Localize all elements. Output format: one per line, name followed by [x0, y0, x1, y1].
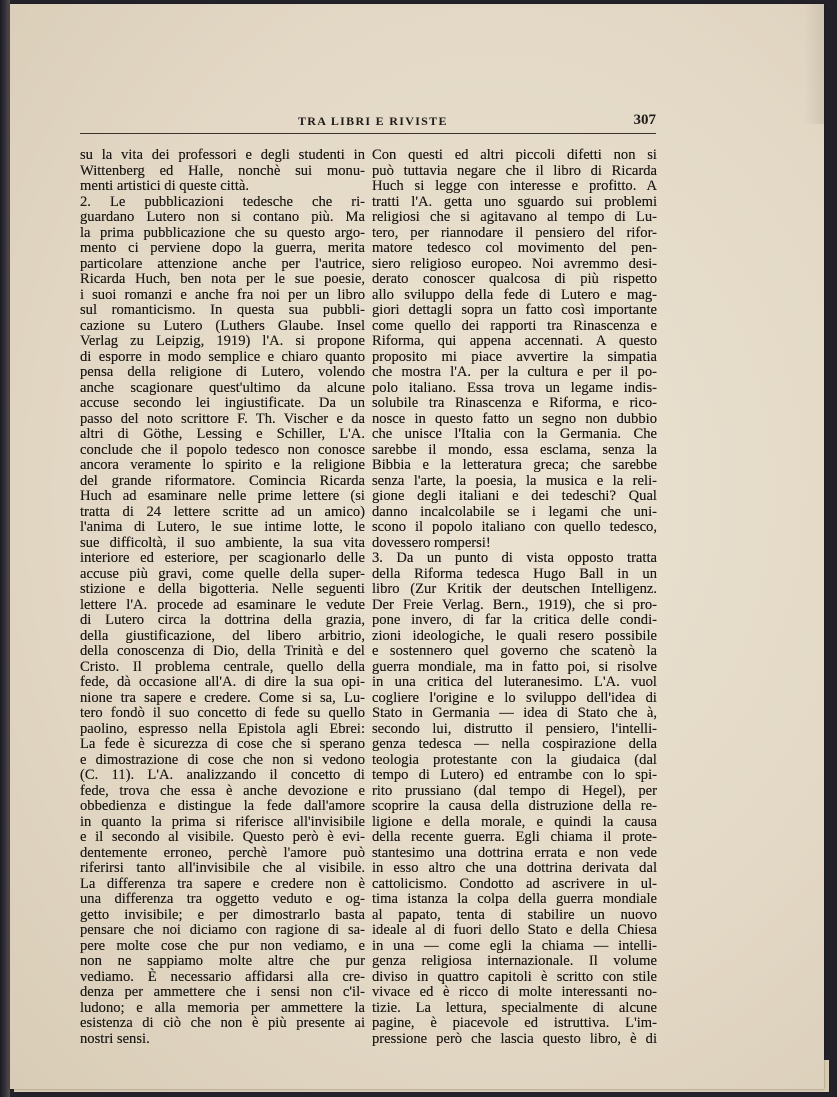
text-line: dovessero rompersi!: [372, 534, 491, 551]
text-line: pensa della religione di Lutero, volendo: [80, 364, 365, 380]
text-line: ludono; e alla memoria per ammettere la: [80, 999, 365, 1016]
text-line: la prima pubblicazione che su questo argo-: [80, 224, 365, 241]
text-line: al papato, tenta di stabilire un nuovo: [372, 906, 657, 923]
text-line: 3. Da un punto di vista opposto tratta: [372, 550, 657, 566]
text-line: Wittenberg ed Halle, nonchè sui monu-: [80, 162, 365, 179]
text-line: lettere l'A. procede ad esaminare le vedute: [80, 596, 365, 613]
text-line: scoprire la causa della distruzione della re-: [372, 798, 657, 814]
text-line: genza religiosa internazionale. Il volume: [372, 953, 657, 969]
text-line: pagine, è piacevole ed istruttiva. L'im-: [372, 1015, 657, 1031]
text-line: dentemente erroneo, perchè l'amore può: [80, 844, 365, 861]
text-line: tero fondò il suo concetto di fede su quello: [80, 705, 365, 721]
text-line: tratta di 24 lettere scritte ad un amico): [80, 503, 365, 520]
text-line: Ricarda Huch, ben nota per le sue poesie,: [80, 271, 365, 287]
text-line: che mostra l'A. per la cultura e per il po-: [372, 364, 657, 380]
text-line: getto invisibile; e per dimostrarlo basta: [80, 906, 365, 923]
text-line: in una critica del luteranesimo. L'A. vuol: [372, 674, 657, 690]
text-line: di Lutero circa la dottrina della grazia,: [80, 612, 365, 628]
text-line: in quanto la prima si riferisce all'invisibile: [80, 813, 365, 830]
text-line: obbedienza e distingue la fede dall'amore: [80, 798, 365, 814]
text-line: pressione però che lascia questo libro, è di: [372, 1030, 657, 1047]
text-line: libro (Zur Kritik der deutschen Intelligenz.: [372, 581, 657, 597]
text-line: conclude che il popolo tedesco non conosce: [80, 441, 365, 458]
text-line: paolino, espresso nella Epistola agli Ebrei:: [80, 720, 365, 737]
text-line: passo del noto scrittore F. Th. Vischer e da: [80, 410, 365, 427]
text-line: ideale al di fuori dello Stato e della Chiesa: [372, 922, 657, 938]
text-line: altri di Göthe, Lessing e Schiller, L'A.: [80, 426, 365, 442]
text-line: diviso in quattro capitoli è scritto con stile: [372, 968, 657, 985]
text-line: fede, dà occasione all'A. di dire la sua opi-: [80, 674, 365, 690]
text-line: cogliere l'origine e lo sviluppo dell'idea di: [372, 689, 657, 706]
text-line: zioni ideologiche, le quali resero possibile: [372, 627, 657, 644]
text-line: accuse più gravi, come quelle della super-: [80, 565, 365, 582]
text-line: del grande riformatore. Comincia Ricarda: [80, 472, 365, 489]
text-line: Huch ad esaminare nelle prime lettere (si: [80, 488, 365, 504]
text-line: Verlag zu Leipzig, 1919) l'A. si propone: [80, 333, 365, 349]
text-line: della conoscenza di Dio, della Trinità e del: [80, 643, 365, 659]
text-line: allo sviluppo della fede di Lutero e mag-: [372, 286, 657, 303]
text-line: senza l'arte, la poesia, la musica e la reli-: [372, 472, 657, 489]
page-number: 307: [633, 112, 656, 128]
text-line: Bibbia e la letteratura greca; che sarebbe: [372, 457, 657, 473]
text-line: proposito mi piace avvertire la simpatia: [372, 348, 657, 365]
text-line: teologia protestante con la giudaica (dal: [372, 751, 657, 768]
text-line: gione degli italiani e dei tedeschi? Qual: [372, 488, 657, 504]
text-line: siero religioso europeo. Noi avremmo desi-: [372, 255, 657, 272]
text-line: i suoi romanzi e anche fra noi per un libro: [80, 286, 365, 303]
text-line: mento ci perviene dopo la guerra, merita: [80, 240, 365, 256]
text-line: La fede è sicurezza di cose che si sperano: [80, 736, 365, 752]
text-line: riferirsi tanto all'invisibile che al visibile.: [80, 860, 365, 876]
text-line: nione tra sapere e credere. Come si sa, Lu-: [80, 689, 365, 706]
text-line: nosce in questo fatto un segno non dubbio: [372, 410, 657, 427]
text-line: solubile tra Rinascenza e Riforma, e rico-: [372, 395, 657, 411]
text-line: scono il popolo italiano con quello tedesco,: [372, 519, 657, 535]
text-line: pere molte cose che pur non vediamo, e: [80, 937, 365, 954]
text-line: fede, trova che essa è anche devozione e: [80, 782, 365, 799]
text-line: in esso altro che una dottrina derivata dal: [372, 860, 657, 876]
text-line: ligione e della morale, e quindi la causa: [372, 813, 657, 830]
text-line: della giustificazione, del libero arbitrio,: [80, 627, 365, 644]
page-shadow: [804, 4, 824, 124]
text-line: denza per ammettere che i sensi non c'il-: [80, 984, 365, 1000]
text-line: danno incalcolabile se i legami che uni-: [372, 503, 657, 520]
text-line: di esporre in modo semplice e chiaro quanto: [80, 348, 365, 365]
text-line: La differenza tra sapere e credere non è: [80, 875, 365, 892]
text-line: come quello dei rapporti tra Rinascenza e: [372, 317, 657, 334]
text-line: secondo lui, distrutto il pensiero, l'intelli-: [372, 720, 657, 737]
text-line: matore tedesco col movimento del pen-: [372, 240, 657, 256]
text-line: anche scagionare quest'ultimo da alcune: [80, 379, 365, 396]
text-line: tempo di Lutero) ed entrambe con lo spi-: [372, 767, 657, 783]
text-line: Cristo. Il problema centrale, quello della: [80, 658, 365, 675]
text-line: Riforma, qui appena accennati. A questo: [372, 333, 657, 349]
text-line: rito prussiano (dal tempo di Hegel), per: [372, 782, 657, 799]
text-line: e dimostrazione di cose che non si vedono: [80, 751, 365, 768]
text-line: ancora veramente lo spirito e la religione: [80, 457, 365, 473]
text-line: interiore ed esteriore, per scagionarlo delle: [80, 550, 365, 566]
text-line: tero, per riannodare il pensiero del rifor-: [372, 224, 657, 241]
text-line: sul romanticismo. In questa sua pubbli-: [80, 302, 365, 318]
text-line: guerra mondiale, ma in fatto poi, si risolve: [372, 658, 657, 675]
text-line: cattolicismo. Condotto ad ascrivere in ul-: [372, 875, 657, 892]
text-line: sarebbe il mondo, essa esclama, senza la: [372, 441, 657, 458]
text-line: accuse secondo lei ingiustificate. Da un: [80, 395, 365, 411]
text-line: in una — come egli la chiama — intelli-: [372, 937, 657, 954]
text-line: stantesimo una dottrina errata e non vede: [372, 844, 657, 861]
text-line: (C. 11). L'A. analizzando il concetto di: [80, 767, 365, 783]
text-line: esistenza di ciò che non è più presente ai: [80, 1015, 365, 1031]
running-header: [70, 112, 660, 134]
text-line: non ne sappiamo molte altre che pur: [80, 953, 365, 969]
text-line: vivace ed è ricco di molte interessanti no-: [372, 984, 657, 1000]
text-line: menti artistici di queste città.: [80, 178, 249, 194]
text-line: Stato in Germania — idea di Stato che à,: [372, 705, 657, 721]
book-spine: [0, 0, 10, 1097]
right-text-column: [372, 148, 657, 1047]
text-line: Der Freie Verlag. Bern., 1919), che si pro-: [372, 596, 657, 613]
text-line: può tuttavia negare che il libro di Ricarda: [372, 162, 657, 179]
text-line: e il secondo al visibile. Questo però è evi-: [80, 829, 365, 845]
text-line: della recente guerra. Egli chiama il prote-: [372, 829, 657, 845]
text-line: pone invero, di far la critica delle condi-: [372, 612, 657, 628]
text-line: derato conoscer qualcosa di più rispetto: [372, 271, 657, 287]
text-line: e sostennero quel governo che scatenò la: [372, 643, 657, 659]
text-line: stizione e della bigotteria. Nelle seguenti: [80, 581, 365, 597]
text-line: tima istanza la colpa della guerra mondiale: [372, 891, 657, 907]
text-line: tratti l'A. getta uno sguardo sui problemi: [372, 193, 657, 210]
left-text-column: [80, 148, 365, 1047]
running-title: TRA LIBRI E RIVISTE: [298, 114, 448, 128]
text-line: 2. Le pubblicazioni tedesche che ri-: [80, 193, 365, 210]
header-rule: [80, 133, 656, 134]
text-line: giori dettagli sopra un fatto così importante: [372, 302, 657, 318]
text-line: religiosi che si agitavano al tempo di Lu-: [372, 209, 657, 225]
text-line: sue difficoltà, il suo ambiente, la sua vita: [80, 534, 365, 551]
text-line: vediamo. È necessario affidarsi alla cre-: [80, 968, 365, 985]
text-line: che unisce l'Italia con la Germania. Che: [372, 426, 657, 442]
text-line: polo italiano. Essa trova un legame indis-: [372, 379, 657, 396]
text-line: della Riforma tedesca Hugo Ball in un: [372, 565, 657, 582]
text-line: nostri sensi.: [80, 1030, 150, 1047]
text-line: pensare che noi diciamo con ragione di sa-: [80, 922, 365, 938]
text-line: cazione su Lutero (Luthers Glaube. Insel: [80, 317, 365, 334]
text-line: particolare attenzione anche per l'autrice,: [80, 255, 365, 272]
text-line: l'anima di Lutero, le sue intime lotte, le: [80, 519, 365, 535]
text-line: guardano Lutero non si contano più. Ma: [80, 209, 365, 225]
text-line: Huch si legge con interesse e profitto. A: [372, 178, 657, 194]
text-line: una differenza tra oggetto veduto e og-: [80, 891, 365, 907]
text-line: tizie. La lettura, specialmente di alcune: [372, 999, 657, 1016]
text-line: su la vita dei professori e degli studenti in: [80, 147, 365, 163]
text-line: Con questi ed altri piccoli difetti non si: [372, 147, 657, 163]
text-line: genza tedesca — nella cospirazione della: [372, 736, 657, 752]
